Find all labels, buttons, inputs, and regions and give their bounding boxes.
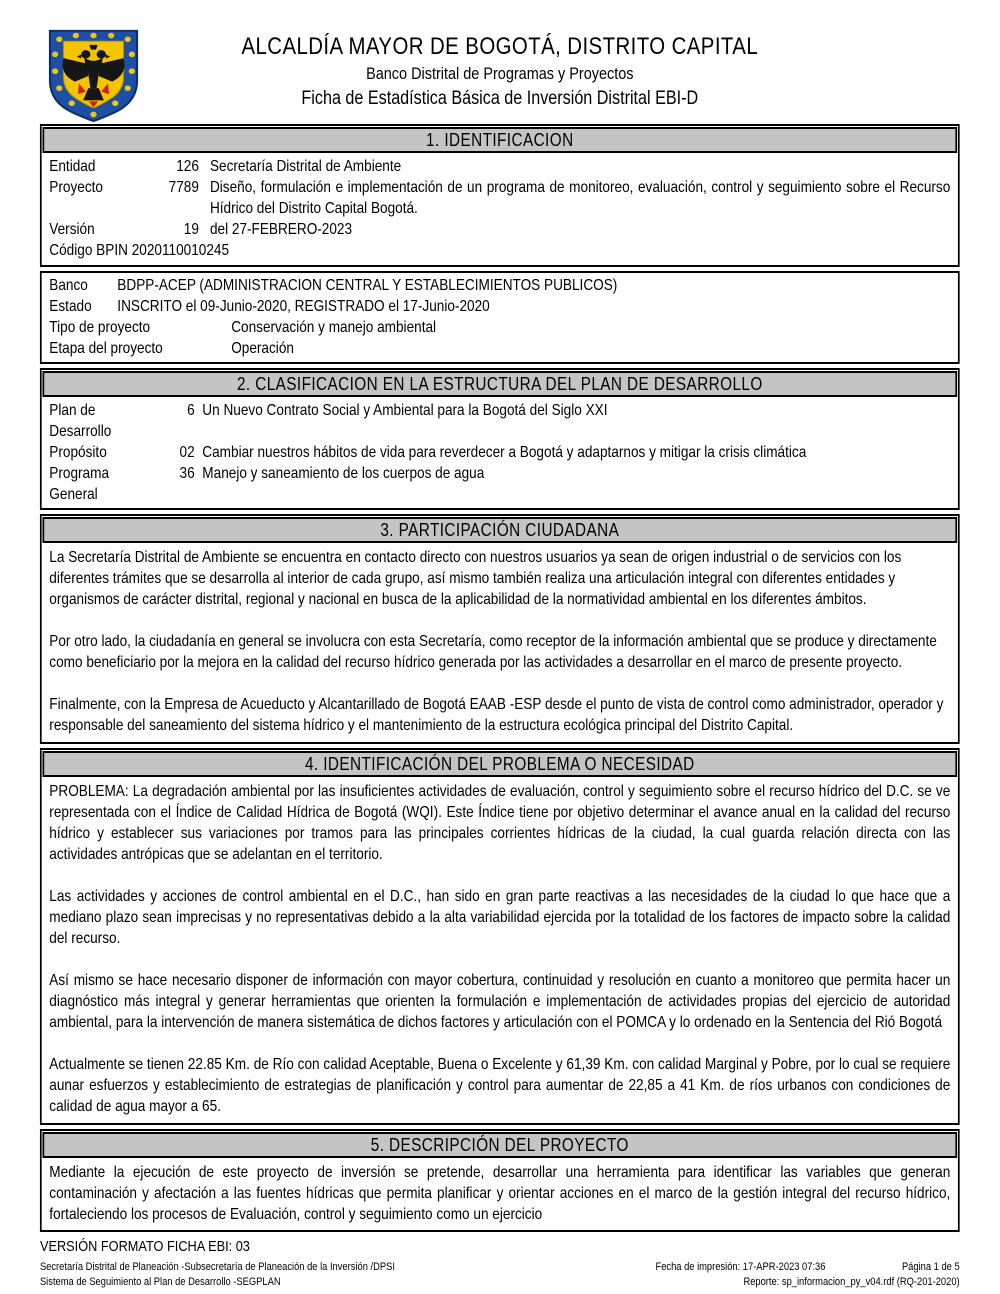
proposito-value: Cambiar nuestros hábitos de vida para reverdecer a Bogotá y adaptarnos y mitigar la crisis climática [202,444,807,461]
footer-print-line [655,1260,959,1275]
section-5-header: 5. DESCRIPCIÓN DEL PROYECTO [43,1132,958,1158]
entidad-code: 126 [176,158,199,175]
participacion-paragraph-1: La Secretaría Distrital de Ambiente se encuentra en contacto directo con nuestros usuarios ya sean de origen industrial o de servicios con los diferentes trámites que se desarrolla al interior de cada grupo, así mismo también realiza una articulación integral con diferentes entidades y organismos de carácter distrital, regional y nacional en busca de la aplicabilidad de la normatividad ambiental en los diferentes ámbitos. [49,549,902,608]
version-label: Versión [49,221,95,238]
estado-value: INSCRITO el 09-Junio-2020, REGISTRADO el 17-Junio-2020 [117,298,490,315]
programa-value: Manejo y saneamiento de los cuerpos de agua [202,465,485,482]
tipo-proyecto-value: Conservación y manejo ambiental [231,319,437,336]
descripcion-paragraph-1: Mediante la ejecución de este proyecto de inversión se pretende, desarrollar una herramienta para identificar las variables que generan contaminación y afectación a las fuentes hídricas que permita planificar y orientar acciones en el marco de la gestión integral del recurso hídrico, fortaleciendo los procesos de Evaluación, control y seguimiento como un ejercicio [49,1164,951,1223]
section-1-header: 1. IDENTIFICACION [43,127,958,153]
banco-label: Banco [49,277,88,294]
version-date: del 27-FEBRERO-2023 [209,221,353,238]
problema-paragraph-1: PROBLEMA: La degradación ambiental por las insuficientes actividades de evaluación, control y seguimiento sobre el recurso hídrico del D.C. se ve representada con el Índice de Calidad Hídrica de Bogotá (WQI). Este Índice tiene por objetivo determinar el avance anual en la calidad del recurso hídrico y establecer sus variaciones por tramos para las principales corrientes hídricas de la ciudad, la cual guarda relación directa con las actividades antrópicas que se adelantan en el territorio. [49,783,951,863]
participacion-paragraph-2: Por otro lado, la ciudadanía en general se involucra con esta Secretaría, como receptor de la información ambiental que se produce y directamente como beneficiario por la mejora en la calidad del recurso hídrico generada por las actividades a desarrollar en el marco de presente proyecto. [49,633,937,671]
section-4-content [42,778,958,1123]
footer-columns [40,1260,960,1290]
footer-format-version: VERSIÓN FORMATO FICHA EBI: 03 [39,1238,250,1255]
footer-left [40,1260,395,1290]
section-3-header: 3. PARTICIPACIÓN CIUDADANA [43,517,958,543]
footer-right [655,1260,959,1290]
section-1-content [42,154,958,265]
entidad-value: Secretaría Distrital de Ambiente [209,158,402,175]
footer-page-number: Página 1 de 5 [901,1261,960,1273]
plan-label: Plan de Desarrollo [49,402,112,440]
etapa-proyecto-label: Etapa del proyecto [49,340,163,357]
row-estado [49,296,950,317]
plan-value: Un Nuevo Contrato Social y Ambiental para la Bogotá del Siglo XXI [202,402,608,419]
document-header [40,26,960,122]
section-2-header: 2. CLASIFICACION EN LA ESTRUCTURA DEL PLAN DE DESARROLLO [43,371,958,397]
row-programa-general [49,463,950,505]
row-proposito [49,442,950,463]
section-descripcion [40,1129,960,1233]
row-proyecto [49,177,950,219]
row-tipo-proyecto [49,317,950,338]
programa-number: 36 [179,465,195,482]
banco-value: BDPP-ACEP (ADMINISTRACION CENTRAL Y ESTABLECIMIENTOS PUBLICOS) [117,277,618,294]
footer-print-date: Fecha de impresión: 17-APR-2023 07:36 [655,1261,826,1273]
page-footer [40,1230,960,1290]
row-plan-desarrollo [49,400,950,442]
row-banco [49,275,950,296]
section-3-content [42,544,958,742]
section-identificacion [40,124,960,267]
codigo-bpin: Código BPIN 2020110010245 [49,242,230,259]
participacion-paragraph-3: Finalmente, con la Empresa de Acueducto y Alcantarillado de Bogotá EAAB -ESP desde el punto de vista de control como administrador, operador y responsable del saneamiento del sistema hídrico y el mantenimiento de la estructura ecológica principal del Distrito Capital. [49,696,944,734]
row-version [49,219,950,240]
proposito-label: Propósito [49,444,107,461]
footer-system-line: Sistema de Seguimiento al Plan de Desarrollo -SEGPLAN [39,1276,281,1288]
problema-paragraph-3: Así mismo se hace necesario disponer de información con mayor cobertura, continuidad y resolución en cuanto a monitoreo que permita hacer un diagnóstico más integral y generar herramientas que orienten la formulación e implementación de actividades propias del ejercicio de autoridad ambiental, para la intervención de manera sistemática de dichos factores y articulación con el POMCA y lo ordenado en la Sentencia del Rió Bogotá [49,972,951,1031]
programa-label: Programa General [49,465,110,503]
section-banco-estado [40,271,960,364]
section-2-content [42,398,958,508]
etapa-proyecto-value: Operación [231,340,294,357]
row-entidad [49,156,950,177]
document-title: ALCALDÍA MAYOR DE BOGOTÁ, DISTRITO CAPITAL [241,33,759,60]
estado-label: Estado [49,298,92,315]
section-4-header: 4. IDENTIFICACIÓN DEL PROBLEMA O NECESIDAD [43,751,958,777]
section-participacion [40,514,960,744]
problema-paragraph-4: Actualmente se tienen 22.85 Km. de Río con calidad Aceptable, Buena o Excelente y 61,39 Km. con calidad Marginal y Pobre, por lo cual se requiere aunar esfuerzos y establecimiento de estrategias de planificación y control para aumentar de 22,85 a 41 Km. de ríos urbanos con condiciones de calidad de agua mayor a 65. [49,1056,951,1115]
entidad-label: Entidad [49,158,96,175]
tipo-proyecto-label: Tipo de proyecto [49,319,151,336]
footer-report-id: Reporte: sp_informacion_py_v04.rdf (RQ-201-2020) [743,1276,960,1288]
document-type-title: Ficha de Estadística Básica de Inversión Distrital EBI-D [301,88,699,109]
footer-entity-line: Secretaría Distrital de Planeación -Subsecretaría de Planeación de la Inversión /DPSI [39,1261,395,1273]
problema-paragraph-2: Las actividades y acciones de control ambiental en el D.C., han sido en gran parte reactivas a las necesidades de la ciudad lo que hace que a mediano plazo sean imprecisas y no representativas debido a la alta variabilidad ejercida por la totalidad de los factores de impacto sobre la calidad del recurso. [49,888,951,947]
row-etapa-proyecto [49,338,950,359]
proyecto-value: Diseño, formulación e implementación de un programa de monitoreo, evaluación, control y seguimiento sobre el Recurso Hídrico del Distrito Capital Bogotá. [209,179,951,217]
section-clasificacion [40,368,960,510]
bogota-coat-of-arms-icon [42,28,146,122]
section-5-content [42,1159,958,1231]
proyecto-code: 7789 [168,179,199,196]
document-subtitle: Banco Distrital de Programas y Proyectos [366,64,634,83]
proyecto-label: Proyecto [49,179,103,196]
banco-content [42,273,958,362]
section-problema [40,748,960,1125]
plan-number: 6 [187,402,195,419]
proposito-number: 02 [179,444,195,461]
document-titles [40,26,960,112]
version-number: 19 [183,221,199,238]
